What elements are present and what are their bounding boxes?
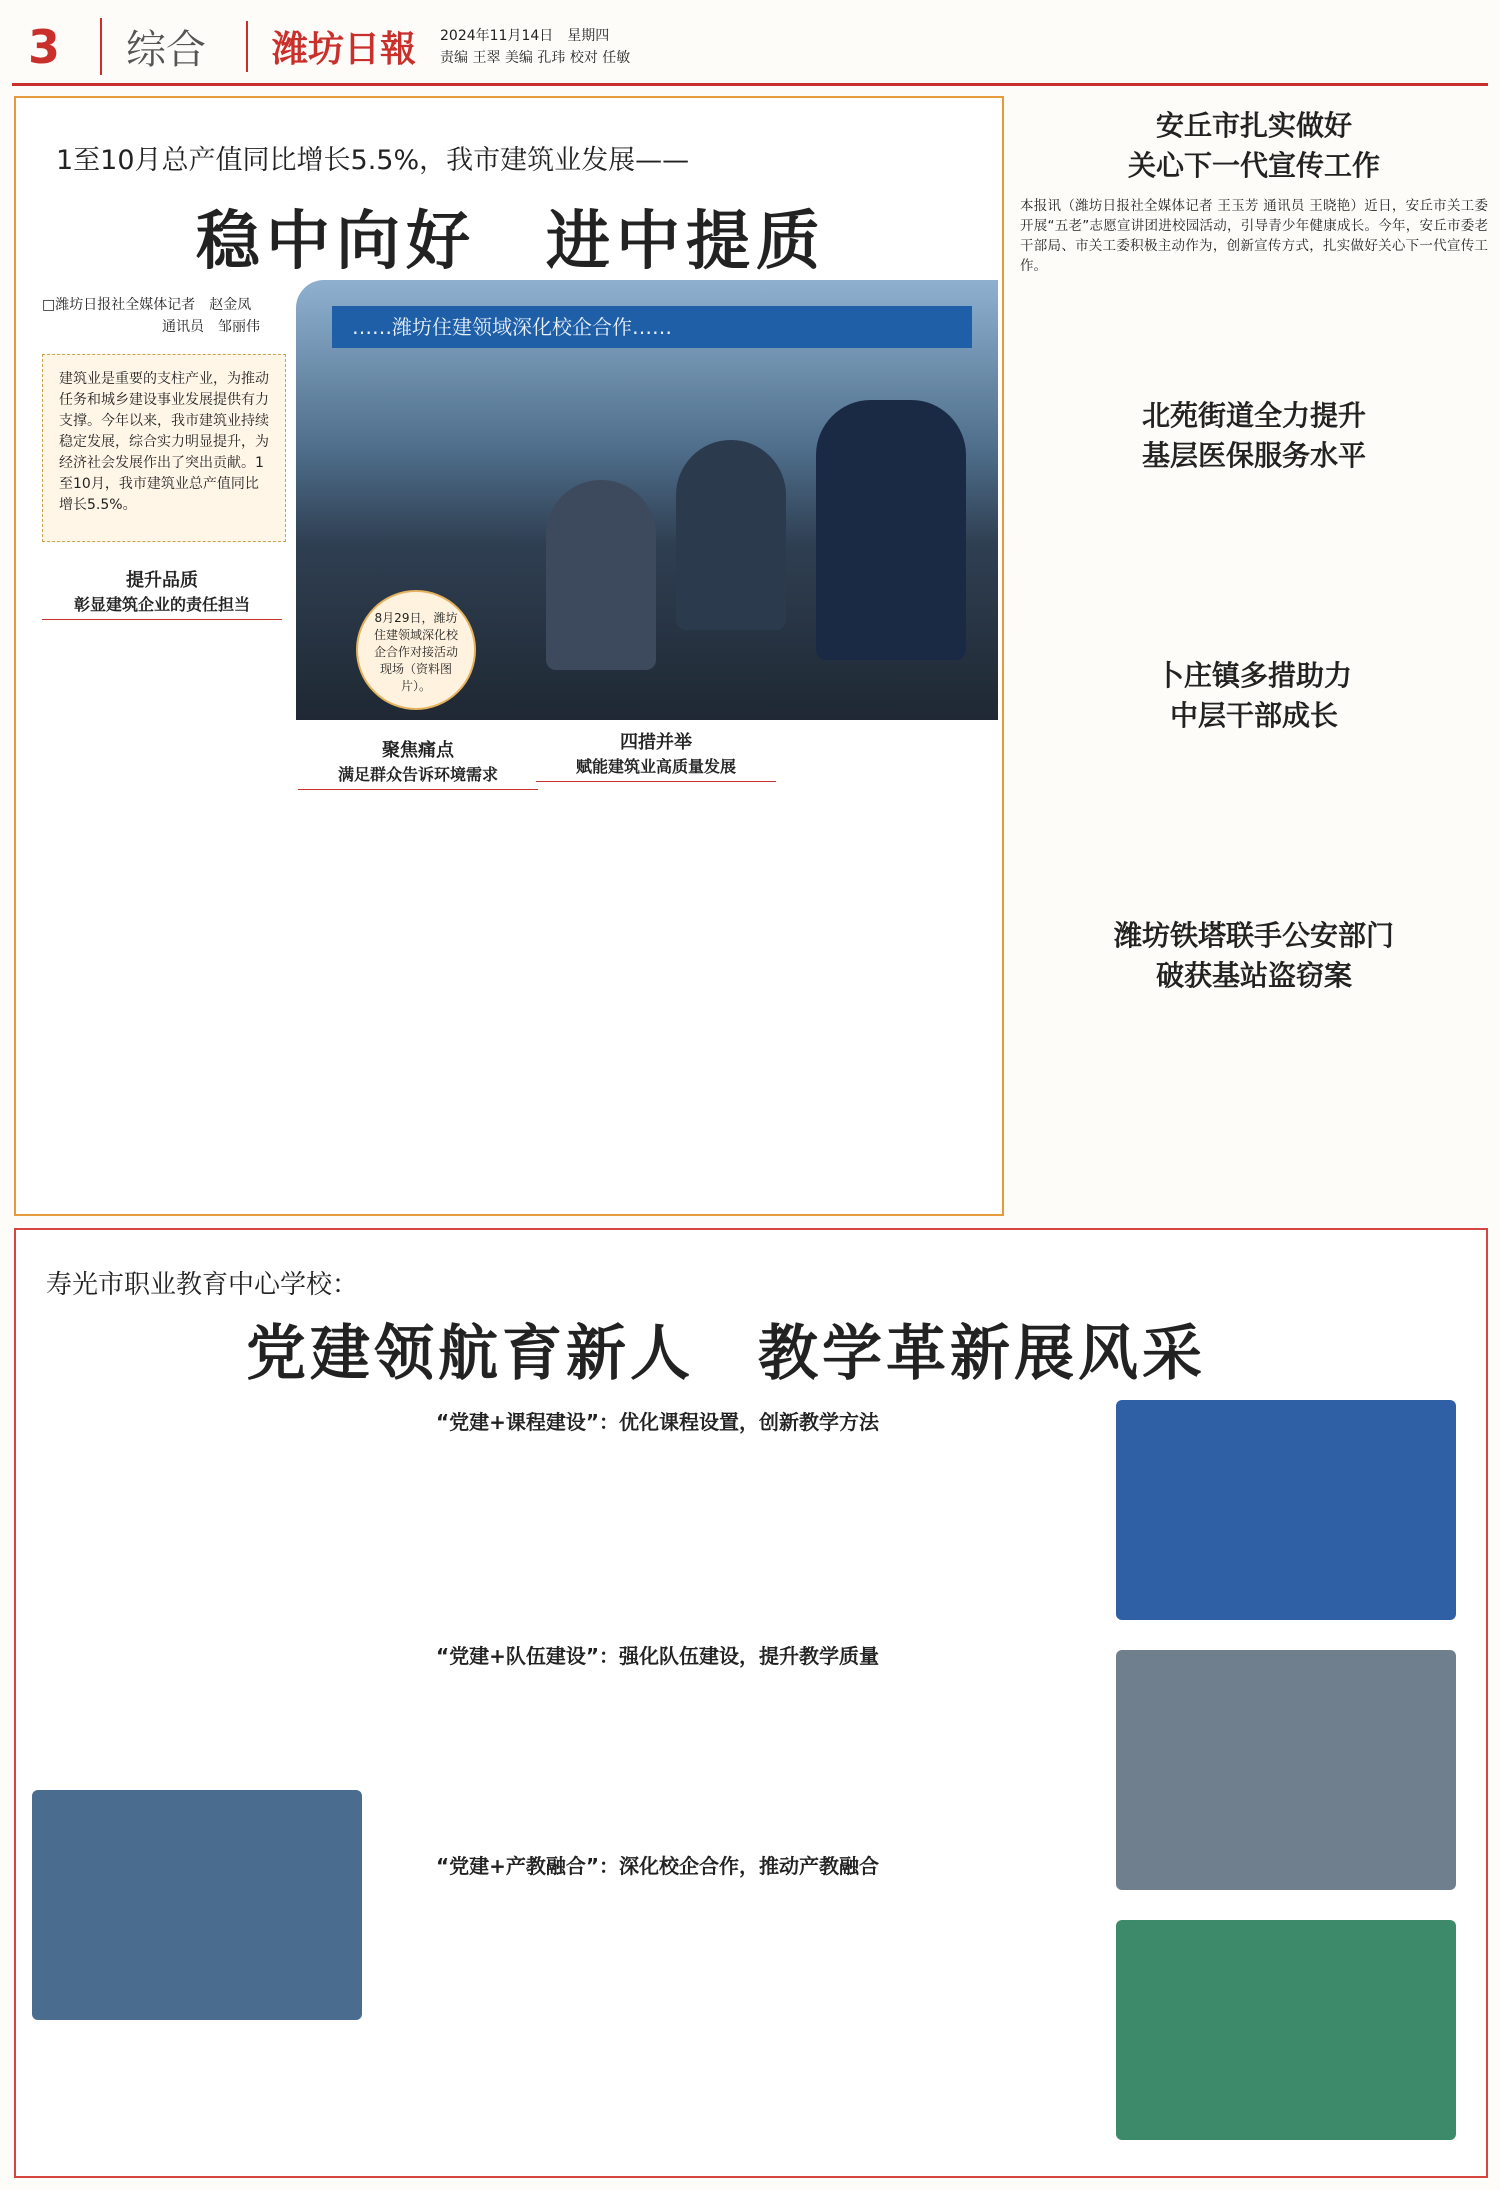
brief-body: 本报讯（潍坊日报社全媒体记者 王玉芳 通讯员 王晓艳）近日，安丘市关工委开展“五老”志愿宣讲团进校园活动，引导青少年健康成长。今年，安丘市委老干部局、市关工委积极主动作为，创新宣传方式，扎实做好关心下一代宣传工作。 [1020,198,1488,274]
brief-body [1020,1006,1488,1196]
brief-body [1020,746,1488,896]
section-name: 综合 [100,18,206,75]
brief-title: 北苑街道全力提升 基层医保服务水平 [1141,399,1366,472]
lower-kicker: 寿光市职业教育中心学校： [46,1270,359,1300]
paper-name: 潍坊日報 [246,21,416,72]
photo-figure [676,440,786,630]
lower-photo-team [1116,1920,1456,2140]
subhead-3: 四措并举 赋能建筑业高质量发展 [536,728,776,782]
lead-byline: □潍坊日报社全媒体记者 赵金凤 通讯员 邹丽伟 [42,297,260,335]
brief-title: 潍坊铁塔联手公安部门 破获基站盗窃案 [1113,919,1394,992]
lower-section-2: “党建+队伍建设”：强化队伍建设，提升教学质量 [436,1644,880,1668]
brief-title: 安丘市扎实做好 关心下一代宣传工作 [1127,109,1380,182]
masthead-meta [440,25,630,69]
weekday: 星期四 [567,27,610,44]
lower-photo-workshop [1116,1650,1456,1890]
vocational-school-story [14,1228,1488,2178]
photo-caption: 8月29日，潍坊住建领域深化校企合作对接活动现场（资料图片）。 [356,590,476,710]
page-number: 3 [27,19,60,74]
subhead-1: 提升品质 彰显建筑企业的责任担当 [42,566,282,620]
issue-date: 2024年11月14日 [440,27,554,44]
lead-kicker: 1至10月总产值同比增长5.5%，我市建筑业发展—— [56,145,690,176]
lead-deck: 建筑业是重要的支柱产业，为推动任务和城乡建设事业发展提供有力支撑。今年以来，我市建筑业持续稳定发展，综合实力明显提升，为经济社会发展作出了突出贡献。1至10月，我市建筑业总产值同比增长5.5%。 [42,354,286,542]
lead-column-3 [536,778,756,1198]
photo-figure [546,480,656,670]
lower-photo-left [32,1790,362,2020]
lower-headline: 党建领航育新人 教学革新展风采 [246,1319,1206,1389]
lead-column-1 [42,618,282,1198]
brief-body [1020,486,1488,636]
lead-column-4 [772,738,992,1198]
subhead-2: 聚焦痛点 满足群众告诉环境需求 [298,736,538,790]
masthead [12,10,1488,86]
lower-photo-award [1116,1400,1456,1620]
editors: 责编 王翠 美编 孔玮 校对 任敏 [440,49,631,66]
photo-banner: ……潍坊住建领域深化校企合作…… [332,306,972,348]
lead-headline: 稳中向好 进中提质 [196,204,826,279]
lead-column-2 [298,788,518,1198]
brief-title: 卜庄镇多措助力 中层干部成长 [1155,659,1352,732]
lead-story [14,96,1004,1216]
right-briefs [1020,96,1488,1216]
lower-section-1: “党建+课程建设”：优化课程设置，创新教学方法 [436,1410,880,1434]
photo-figure [816,400,966,660]
lead-photo [296,280,998,720]
lower-section-3: “党建+产教融合”：深化校企合作，推动产教融合 [436,1854,880,1878]
